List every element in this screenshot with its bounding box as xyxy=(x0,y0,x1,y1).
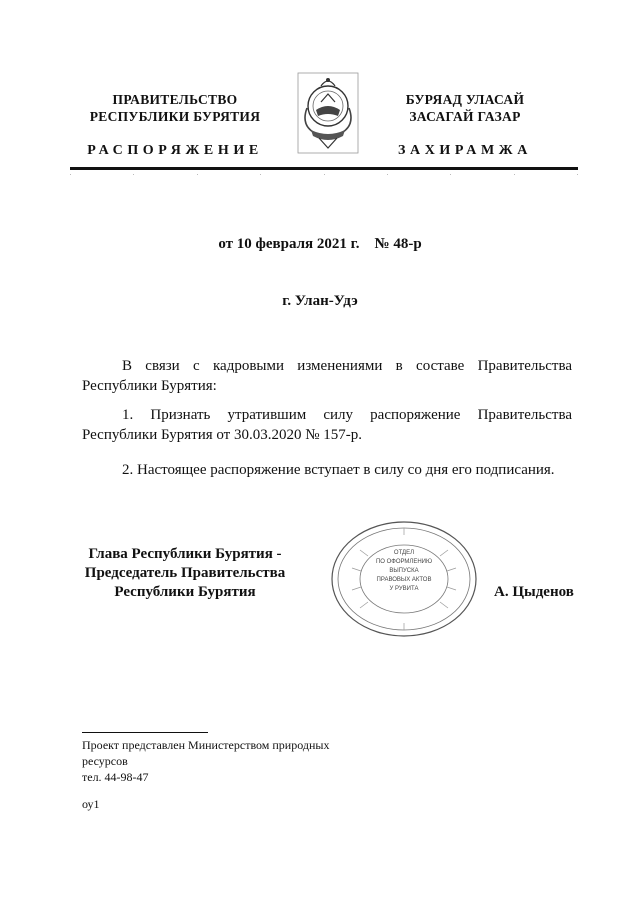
official-seal-icon xyxy=(330,520,478,638)
body-paragraph-3 xyxy=(82,460,572,480)
footnote xyxy=(82,737,382,785)
seal-line-3: ВЫПУСКА xyxy=(389,568,419,574)
doc-type-bua: ЗАХИРАМЖА xyxy=(398,143,532,158)
doc-type-ru: РАСПОРЯЖЕНИЕ xyxy=(87,143,263,158)
document-code: оу1 xyxy=(82,797,100,811)
footnote-line-1: Проект представлен Министерством природных xyxy=(82,738,330,752)
footnote-phone: тел. 44-98-47 xyxy=(82,770,149,784)
header-left xyxy=(70,91,280,159)
seal-line-1: ОТДЕЛ xyxy=(393,550,415,556)
header-divider xyxy=(70,167,578,170)
signatory-name: А. Цыденов xyxy=(494,584,574,600)
paragraph-text: 2. Настоящее распоряжение вступает в силу со дня его подписания. xyxy=(122,462,555,478)
date-number: от 10 февраля 2021 г. № 48-р xyxy=(218,236,422,252)
body-paragraph-2 xyxy=(82,405,572,445)
header-right xyxy=(370,91,560,159)
header-right-line1: БУРЯАД УЛАСАЙ xyxy=(405,92,525,107)
coat-of-arms-icon xyxy=(297,72,359,154)
header-dotted-rule xyxy=(70,174,578,178)
seal-line-4: ПРАВОВЫХ АКТОВ xyxy=(376,577,432,583)
paragraph-text: В связи с кадровыми изменениями в составе Правительства Республики Бурятия: xyxy=(82,358,572,394)
header-left-line1: ПРАВИТЕЛЬСТВО xyxy=(112,92,238,107)
position-line-2: Председатель Правительства xyxy=(84,565,286,581)
footnote-divider xyxy=(82,732,208,733)
signatory-position xyxy=(70,545,300,602)
position-line-1: Глава Республики Бурятия - xyxy=(88,546,282,562)
body-paragraph-1 xyxy=(82,356,572,396)
seal-line-2: ПО ОФОРМЛЕНИЮ xyxy=(375,559,433,565)
seal-line-5: У РУВИТА xyxy=(389,586,419,592)
header-left-line2: РЕСПУБЛИКИ БУРЯТИЯ xyxy=(89,109,261,124)
footnote-line-2: ресурсов xyxy=(82,754,128,768)
header-right-line2: ЗАСАГАЙ ГАЗАР xyxy=(409,109,521,124)
paragraph-text: 1. Признать утратившим силу распоряжение Правительства Республики Бурятия от 30.03.2020 № 157-р. xyxy=(82,407,572,443)
city: г. Улан-Удэ xyxy=(282,293,358,309)
position-line-3: Республики Бурятия xyxy=(114,584,256,600)
